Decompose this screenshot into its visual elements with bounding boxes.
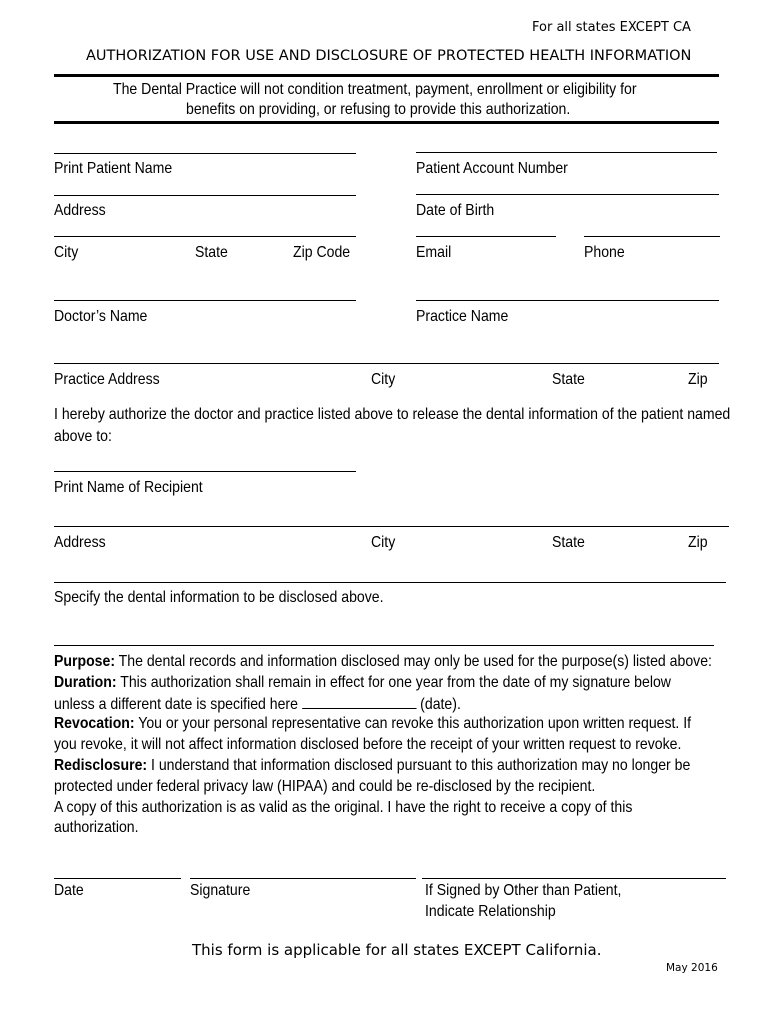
doctor-name-label: Doctor’s Name: [54, 308, 148, 325]
recipient-zip-label: Zip: [688, 534, 708, 551]
relationship-line[interactable]: [422, 878, 726, 879]
form-title: AUTHORIZATION FOR USE AND DISCLOSURE OF PROTECTED HEALTH INFORMATION: [86, 48, 692, 64]
purpose-text: The dental records and information disclosed may only be used for the purpose(s) listed above:: [115, 653, 712, 670]
duration-date-blank[interactable]: [302, 694, 416, 709]
practice-address-label: Practice Address: [54, 371, 160, 388]
patient-account-line[interactable]: [416, 152, 717, 153]
recipient-name-label: Print Name of Recipient: [54, 479, 203, 496]
patient-city-state-zip-line[interactable]: [54, 236, 356, 237]
practice-city-label: City: [371, 371, 396, 388]
revocation-line-1: [54, 714, 691, 735]
duration-line-1: [54, 673, 671, 694]
practice-name-line[interactable]: [416, 300, 719, 301]
patient-name-label: Print Patient Name: [54, 160, 173, 177]
copy-line-1: A copy of this authorization is as valid as the original. I have the right to receive a copy of this: [54, 798, 633, 816]
copy-line-2: authorization.: [54, 819, 139, 837]
practice-state-label: State: [552, 371, 585, 388]
practice-name-label: Practice Name: [416, 308, 509, 325]
phone-line[interactable]: [584, 236, 720, 237]
patient-state-label: State: [195, 244, 228, 261]
patient-address-line[interactable]: [54, 195, 356, 196]
practice-address-line[interactable]: [54, 363, 719, 364]
redisclosure-label: Redisclosure:: [54, 757, 148, 774]
recipient-city-label: City: [371, 534, 396, 551]
purpose-label: Purpose:: [54, 653, 116, 670]
specify-info-line-2[interactable]: [54, 645, 714, 646]
revocation-line-2: you revoke, it will not affect information disclosed before the receipt of your written request to revoke.: [54, 736, 682, 754]
redisclosure-line-2: protected under federal privacy law (HIPAA) and could be re-disclosed by the recipient.: [54, 777, 596, 795]
patient-city-label: City: [54, 244, 79, 261]
patient-account-label: Patient Account Number: [416, 160, 568, 177]
title-rule-top: [54, 74, 719, 77]
patient-address-label: Address: [54, 202, 106, 219]
notice-line-2: benefits on providing, or refusing to provide this authorization.: [186, 101, 571, 118]
dob-label: Date of Birth: [416, 202, 495, 219]
email-line[interactable]: [416, 236, 556, 237]
redisclosure-line-1: [54, 756, 690, 777]
duration-label: Duration:: [54, 673, 117, 691]
doctor-name-line[interactable]: [54, 300, 356, 301]
phone-label: Phone: [584, 244, 625, 261]
recipient-address-label: Address: [54, 534, 106, 551]
purpose-line: [54, 652, 712, 673]
duration-line-2: [54, 694, 461, 716]
patient-zip-label: Zip Code: [293, 244, 351, 261]
specify-info-label: Specify the dental information to be disclosed above.: [54, 589, 384, 606]
redisclosure-text-1: I understand that information disclosed pursuant to this authorization may no longer be: [147, 757, 691, 774]
signature-line[interactable]: [190, 878, 416, 879]
revocation-label: Revocation:: [54, 715, 135, 733]
email-label: Email: [416, 244, 452, 261]
patient-name-line[interactable]: [54, 153, 356, 154]
specify-info-line[interactable]: [54, 582, 726, 583]
duration-text-2b: (date).: [416, 695, 461, 713]
date-label: Date: [54, 882, 84, 899]
recipient-state-label: State: [552, 534, 585, 551]
title-rule-bottom: [54, 121, 719, 124]
duration-text-1: This authorization shall remain in effect for one year from the date of my signature below: [116, 673, 671, 691]
recipient-address-line[interactable]: [54, 526, 729, 527]
recipient-name-line[interactable]: [54, 471, 356, 472]
notice-line-1: The Dental Practice will not condition treatment, payment, enrollment or eligibility for: [113, 81, 637, 98]
practice-zip-label: Zip: [688, 371, 708, 388]
date-line[interactable]: [54, 878, 181, 879]
applicability-note: This form is applicable for all states EXCEPT California.: [192, 941, 602, 959]
signature-label: Signature: [190, 882, 251, 899]
form-version: May 2016: [666, 962, 718, 974]
other-signer-label: If Signed by Other than Patient,: [425, 882, 622, 899]
state-note: For all states EXCEPT CA: [532, 20, 691, 35]
dob-line[interactable]: [416, 194, 719, 195]
revocation-text-1: You or your personal representative can revoke this authorization upon written request. If: [134, 715, 692, 733]
duration-text-2a: unless a different date is specified here: [54, 695, 302, 713]
authorize-statement: I hereby authorize the doctor and practice listed above to release the dental information of the patient named above to:: [54, 406, 731, 445]
relationship-label: Indicate Relationship: [425, 903, 556, 920]
